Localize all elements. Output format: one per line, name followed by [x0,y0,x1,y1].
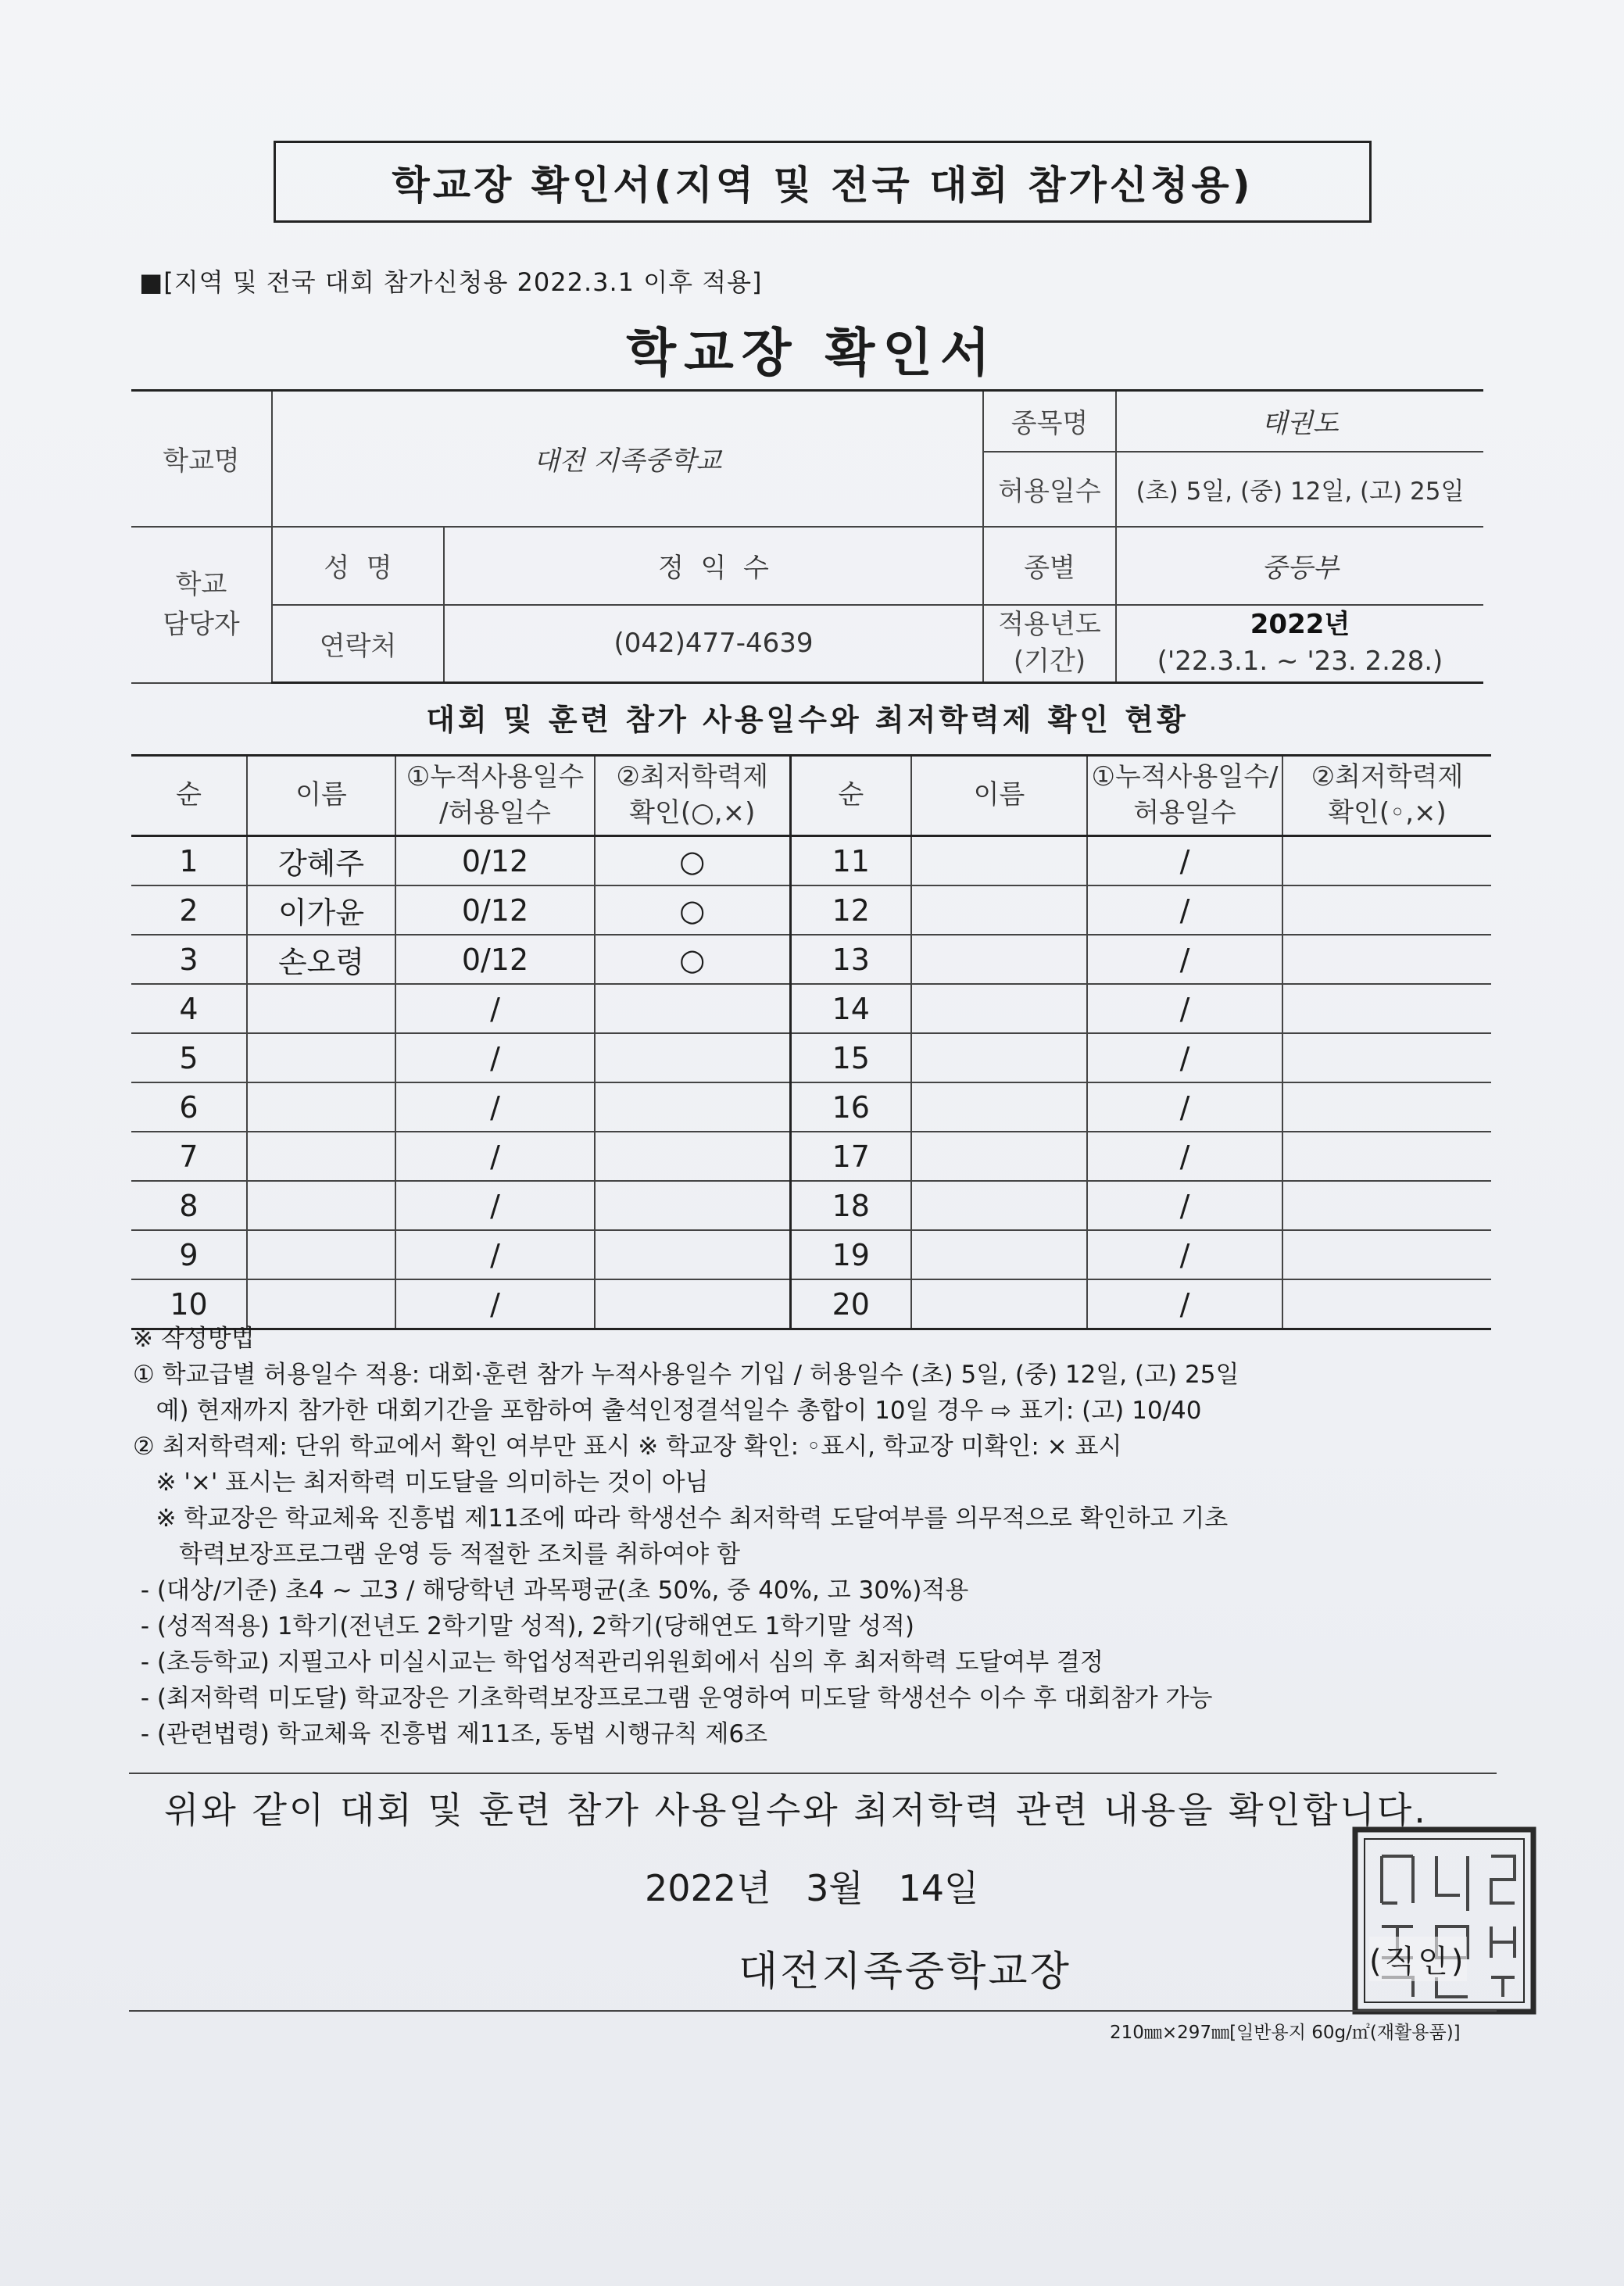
table-row [131,1181,1491,1230]
name-label: 성 명 [272,527,444,605]
row-number: 3 [131,935,247,984]
table-row [131,885,1491,935]
cumulative-days-right: / [1087,1033,1282,1082]
min-academic-check-right [1282,885,1491,935]
table-row [131,1230,1491,1279]
row-number: 4 [131,984,247,1033]
table-row [131,935,1491,984]
writing-instructions [133,1321,1508,1752]
row-number: 1 [131,836,247,886]
athlete-name-right [911,984,1087,1033]
event-value: 태권도 [1116,391,1483,452]
cumulative-days: 0/12 [395,935,595,984]
min-academic-check [595,1082,790,1132]
row-number-right: 19 [790,1230,911,1279]
min-academic-check [595,1181,790,1230]
section-title: 대회 및 훈련 참가 사용일수와 최저학력제 확인 현황 [426,703,1189,737]
confirmation-text: 위와 같이 대회 및 훈련 참가 사용일수와 최저학력 관련 내용을 확인합니다. [164,1789,1428,1831]
allowed-days-label: 허용일수 [983,452,1116,527]
row-number-right: 17 [790,1132,911,1181]
cumulative-days: / [395,1033,595,1082]
min-academic-check-right [1282,1132,1491,1181]
cumulative-days: 0/12 [395,836,595,886]
row-number: 9 [131,1230,247,1279]
table-row [131,836,1491,886]
athlete-name-right [911,1082,1087,1132]
min-academic-check-right [1282,1033,1491,1082]
athlete-name [247,1082,395,1132]
cumulative-days: / [395,1132,595,1181]
row-number-right: 16 [790,1082,911,1132]
header-cumulative-days-right: ①누적사용일수/ 허용일수 [1087,756,1282,836]
table-row [131,1033,1491,1082]
cumulative-days-right: / [1087,1279,1282,1329]
athlete-name-right [911,935,1087,984]
row-number: 7 [131,1132,247,1181]
min-academic-check: ○ [595,935,790,984]
school-label: 학교명 [131,391,272,527]
athlete-name-right [911,1132,1087,1181]
row-number-right: 14 [790,984,911,1033]
table-row [131,1082,1491,1132]
cumulative-days-right: / [1087,984,1282,1033]
min-academic-check-right [1282,984,1491,1033]
name-value: 정 익 수 [444,527,983,605]
instruction-line: ① 학교급별 허용일수 적용: 대회·훈련 참가 누적사용일수 기입 / 허용일수 (초) 5일, (중) 12일, (고) 25일 [133,1361,1239,1389]
info-table [131,389,1483,684]
allowed-days-value: (초) 5일, (중) 12일, (고) 25일 [1116,452,1483,527]
min-academic-check [595,1132,790,1181]
cumulative-days: 0/12 [395,885,595,935]
cumulative-days-right: / [1087,1132,1282,1181]
row-number-right: 11 [790,836,911,886]
cumulative-days: / [395,984,595,1033]
seal-label: (직인) [1369,1937,1467,1981]
athlete-name [247,1132,395,1181]
instruction-line: ② 최저학력제: 단위 학교에서 확인 여부만 표시 ※ 학교장 확인: ◦표시, 학교장 미확인: × 표시 [133,1433,1122,1461]
min-academic-check-right [1282,1181,1491,1230]
instruction-line: ※ '×' 표시는 최저학력 미도달을 의미하는 것이 아님 [133,1469,709,1497]
header-box-title: 학교장 확인서(지역 및 전국 대회 참가신청용) [274,141,1372,223]
header-min-academic: ②최저학력제 확인(○,×) [595,756,790,836]
row-number: 6 [131,1082,247,1132]
instruction-line: - (대상/기준) 초4 ~ 고3 / 해당학년 과목평균(초 50%, 중 40%, 고 30%)적용 [133,1576,969,1604]
principal-name: 대전지족중학교장 [739,1948,1071,1995]
cumulative-days: / [395,1082,595,1132]
athlete-name [247,984,395,1033]
header-name-right: 이름 [911,756,1087,836]
main-title: 학교장 확인서 [626,323,998,383]
cumulative-days-right: / [1087,1181,1282,1230]
instruction-line: ※ 학교장은 학교체육 진흥법 제11조에 따라 학생선수 최저학력 도달여부를 의무적으로 확인하고 기초 [133,1504,1229,1533]
contact-person-label: 학교 담당자 [131,527,272,683]
min-academic-check-right [1282,1082,1491,1132]
divider-top [129,1773,1497,1774]
row-number: 2 [131,885,247,935]
instruction-line: 예) 현재까지 참가한 대회기간을 포함하여 출석인정결석일수 총합이 10일 경우 ⇨ 표기: (고) 10/40 [133,1397,1202,1425]
row-number-right: 13 [790,935,911,984]
cumulative-days-right: / [1087,1082,1282,1132]
min-academic-check [595,1230,790,1279]
athlete-name-right [911,885,1087,935]
row-number-right: 18 [790,1181,911,1230]
header-no: 순 [131,756,247,836]
cumulative-days: / [395,1181,595,1230]
instruction-line: - (성적적용) 1학기(전년도 2학기말 성적), 2학기(당해연도 1학기말 성적) [133,1612,914,1640]
min-academic-check: ○ [595,885,790,935]
row-number-right: 12 [790,885,911,935]
athlete-name: 손오령 [247,935,395,984]
instruction-line: - (초등학교) 지필고사 미실시교는 학업성적관리위원회에서 심의 후 최저학력 도달여부 결정 [133,1648,1104,1676]
header-no-right: 순 [790,756,911,836]
min-academic-check-right [1282,836,1491,886]
athlete-name-right [911,1033,1087,1082]
cumulative-days-right: / [1087,1230,1282,1279]
year-label: 적용년도 (기간) [983,605,1116,683]
athlete-name-right [911,1230,1087,1279]
cumulative-days: / [395,1230,595,1279]
row-number: 5 [131,1033,247,1082]
instruction-line: - (관련법령) 학교체육 진흥법 제11조, 동법 시행규칙 제6조 [133,1720,768,1748]
event-label: 종목명 [983,391,1116,452]
school-value: 대전 지족중학교 [272,391,983,527]
row-number: 8 [131,1181,247,1230]
header-cumulative-days: ①누적사용일수 /허용일수 [395,756,595,836]
cumulative-days-right: / [1087,935,1282,984]
issue-date: 2022년 3월 14일 [645,1867,979,1909]
min-academic-check-right [1282,935,1491,984]
year-value: 2022년 [1250,608,1350,640]
roster-table [131,754,1491,1330]
header-name: 이름 [247,756,395,836]
category-label: 종별 [983,527,1116,605]
min-academic-check [595,984,790,1033]
year-period: ('22.3.1. ~ '23. 2.28.) [1157,646,1443,678]
instruction-line: - (최저학력 미도달) 학교장은 기초학력보장프로그램 운영하여 미도달 학생선수 이수 후 대회참가 가능 [133,1684,1213,1712]
phone-label: 연락처 [272,605,444,683]
form-subtitle: ■[지역 및 전국 대회 참가신청용 2022.3.1 이후 적용] [139,267,763,297]
athlete-name-right [911,836,1087,886]
phone-value: (042)477-4639 [444,605,983,683]
category-value: 중등부 [1116,527,1483,605]
min-academic-check [595,1033,790,1082]
table-row [131,984,1491,1033]
cumulative-days-right: / [1087,836,1282,886]
athlete-name [247,1033,395,1082]
athlete-name [247,1230,395,1279]
divider-bottom [129,2010,1497,2012]
school-seal-stamp [1350,1825,1538,2016]
athlete-name: 이가윤 [247,885,395,935]
athlete-name [247,1181,395,1230]
instruction-line: 학력보장프로그램 운영 등 적절한 조치를 취하여야 함 [133,1540,741,1569]
athlete-name-right [911,1181,1087,1230]
min-academic-check-right [1282,1230,1491,1279]
header-min-academic-right: ②최저학력제 확인(◦,×) [1282,756,1491,836]
cumulative-days-right: / [1087,885,1282,935]
paper-spec: 210㎜×297㎜[일반용지 60g/㎡(재활용품)] [1110,2023,1461,2043]
min-academic-check: ○ [595,836,790,886]
instruction-line: ※ 작성방법 [133,1325,255,1353]
row-number-right: 15 [790,1033,911,1082]
table-row [131,1132,1491,1181]
cumulative-days: / [395,1279,595,1329]
row-number: 10 [131,1279,247,1329]
athlete-name: 강혜주 [247,836,395,886]
row-number-right: 20 [790,1279,911,1329]
